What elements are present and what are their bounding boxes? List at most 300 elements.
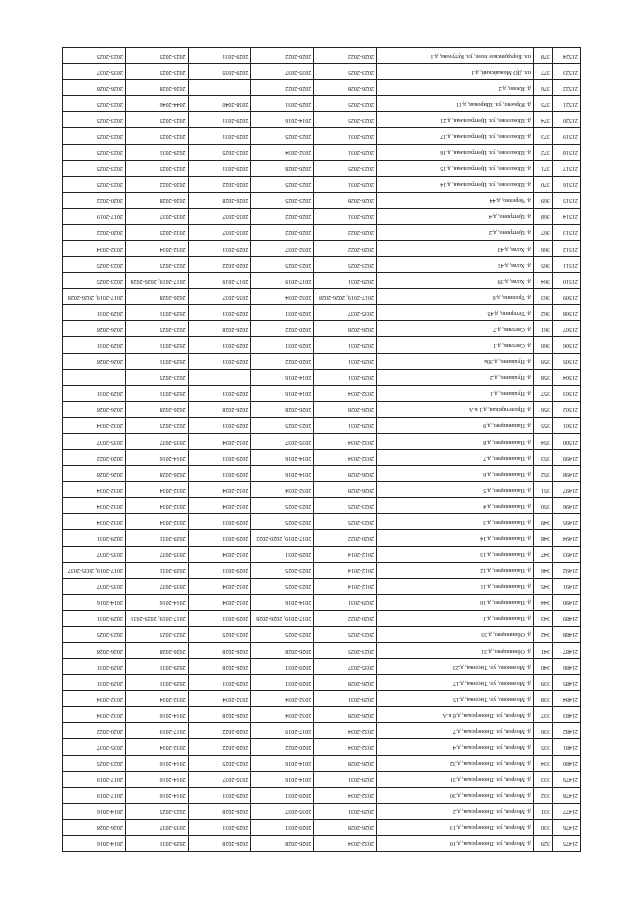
period-cell-3: 2026-2028 <box>188 642 251 658</box>
period-cell-4: 2026-2028 <box>125 289 188 305</box>
period-cell-2: 2032-2034 <box>251 289 314 305</box>
row-id-cell: 21492 <box>552 562 580 578</box>
period-cell-4: 2029-2031 <box>125 659 188 675</box>
table-row <box>63 546 581 562</box>
period-cell-1: 2032-2034 <box>314 835 377 851</box>
period-cell-1: 2023-2025 <box>314 642 377 658</box>
period-cell-5: 2029-2031 <box>63 530 126 546</box>
address-cell: д. Пушкино, д.1 <box>376 385 533 401</box>
period-cell-1: 2029-2031 <box>314 273 377 289</box>
period-cell-3: 2026-2028 <box>188 707 251 723</box>
table-row <box>63 610 581 626</box>
row-id-cell: 21519 <box>552 128 580 144</box>
address-cell: д. Мозиново, ул. Тисенка, д.23 <box>376 659 533 675</box>
period-cell-5: 2026-2028 <box>63 401 126 417</box>
row-id-cell: 21493 <box>552 546 580 562</box>
period-cell-5: 2023-2025 <box>63 257 126 273</box>
row-id-cell: 21517 <box>552 160 580 176</box>
address-cell: д. Обнинщево, д.33 <box>376 626 533 642</box>
row-id-cell: 21475 <box>552 835 580 851</box>
row-number-cell: 341 <box>533 642 552 658</box>
period-cell-2: 2017-2019, 2020-2022 <box>251 530 314 546</box>
row-id-cell: 21506 <box>552 337 580 353</box>
period-cell-4: 2023-2025 <box>125 803 188 819</box>
period-cell-1: 2029-2031 <box>314 144 377 160</box>
period-cell-1: 2023-2025 <box>314 160 377 176</box>
period-cell-1: 2020-2022 <box>314 48 377 64</box>
table-row <box>63 578 581 594</box>
table-row <box>63 80 581 96</box>
table-row <box>63 337 581 353</box>
table-row <box>63 755 581 771</box>
period-cell-5: 2014-2016 <box>63 594 126 610</box>
period-cell-2: 2029-2031 <box>251 659 314 675</box>
row-id-cell: 21476 <box>552 819 580 835</box>
period-cell-5: 2017-2019 <box>63 208 126 224</box>
period-cell-1: 2029-2031 <box>314 337 377 353</box>
row-number-cell: 335 <box>533 739 552 755</box>
period-cell-4: 2026-2028 <box>125 192 188 208</box>
period-cell-5: 2020-2022 <box>63 450 126 466</box>
row-number-cell: 360 <box>533 337 552 353</box>
row-id-cell: 21513 <box>552 224 580 240</box>
table-row <box>63 450 581 466</box>
period-cell-5: 2029-2031 <box>63 675 126 691</box>
period-cell-4: 2032-2034 <box>125 241 188 257</box>
period-cell-5: 2020-2022 <box>63 224 126 240</box>
period-cell-1: 2026-2028 <box>314 401 377 417</box>
address-cell: д. Светлик, д.7 <box>376 321 533 337</box>
period-cell-4: 2014-2016 <box>125 755 188 771</box>
address-cell: д. Пашинщево, д.1 <box>376 610 533 626</box>
row-id-cell: 21498 <box>552 466 580 482</box>
period-cell-1: 2017-2019, 2026-2028 <box>314 289 377 305</box>
table-row <box>63 594 581 610</box>
row-id-cell: 21516 <box>552 176 580 192</box>
row-id-cell: 21483 <box>552 707 580 723</box>
row-number-cell: 374 <box>533 112 552 128</box>
table-row <box>63 691 581 707</box>
period-cell-1: 2029-2031 <box>314 353 377 369</box>
address-cell: д. Холм, д.39 <box>376 273 533 289</box>
row-number-cell: 358 <box>533 369 552 385</box>
period-cell-1: 2026-2028 <box>314 466 377 482</box>
row-number-cell: 347 <box>533 546 552 562</box>
row-number-cell: 346 <box>533 562 552 578</box>
table-row <box>63 530 581 546</box>
period-cell-5: 2029-2031 <box>63 385 126 401</box>
row-number-cell: 348 <box>533 530 552 546</box>
table-row <box>63 64 581 80</box>
period-cell-5: 2023-2025 <box>63 755 126 771</box>
row-id-cell: 21500 <box>552 433 580 449</box>
period-cell-4: 2023-2025 <box>125 112 188 128</box>
row-id-cell: 21520 <box>552 112 580 128</box>
period-cell-3: 2035-2037 <box>188 224 251 240</box>
period-cell-4: 2014-2016 <box>125 707 188 723</box>
period-cell-2: 2014-2016 <box>251 755 314 771</box>
table-row <box>63 803 581 819</box>
period-cell-3: 2035-2037 <box>188 771 251 787</box>
period-cell-1: 2023-2025 <box>314 64 377 80</box>
period-cell-1: 2032-2034 <box>314 385 377 401</box>
table-row <box>63 176 581 192</box>
row-id-cell: 21480 <box>552 755 580 771</box>
address-cell: д. Черепно, д.44 <box>376 192 533 208</box>
period-cell-2: 2035-2037 <box>251 433 314 449</box>
address-cell: д. Мозров, ул. Пионерская, д.2 <box>376 803 533 819</box>
period-cell-4: 2029-2031 <box>125 305 188 321</box>
row-number-cell: 371 <box>533 160 552 176</box>
address-cell: д. Холм, д.41 <box>376 257 533 273</box>
period-cell-4: 2032-2034 <box>125 691 188 707</box>
row-id-cell: 21486 <box>552 659 580 675</box>
period-cell-5: 2032-2034 <box>63 514 126 530</box>
row-id-cell: 21497 <box>552 482 580 498</box>
period-cell-3: 2029-2031 <box>188 48 251 64</box>
address-cell: д. Мозров, ул. Пионерская, д.10 <box>376 835 533 851</box>
address-cell: д. Мозиново, ул. Тисенка, д.15 <box>376 691 533 707</box>
row-number-cell: 364 <box>533 273 552 289</box>
period-cell-4: 2014-2016 <box>125 450 188 466</box>
period-cell-5: 2014-2016 <box>63 835 126 851</box>
period-cell-4: 2017-2019, 2026-2028 <box>125 273 188 289</box>
period-cell-4: 2023-2025 <box>125 257 188 273</box>
row-number-cell: 375 <box>533 96 552 112</box>
period-cell-2: 2020-2022 <box>251 321 314 337</box>
period-cell-2: 2023-2025 <box>251 498 314 514</box>
period-cell-5: 2023-2025 <box>63 176 126 192</box>
period-cell-1: 2029-2031 <box>314 691 377 707</box>
period-cell-1: 2029-2031 <box>314 417 377 433</box>
period-cell-1: 2026-2028 <box>314 80 377 96</box>
period-cell-3: 2026-2028 <box>188 321 251 337</box>
address-cell: д. Шоколово, ул. Центральная, д.21 <box>376 112 533 128</box>
address-cell: пл. ДО Можайский, д.1 <box>376 64 533 80</box>
row-id-cell: 21496 <box>552 498 580 514</box>
table-row <box>63 208 581 224</box>
row-number-cell: 365 <box>533 257 552 273</box>
period-cell-2: 2032-2037 <box>251 241 314 257</box>
table-row <box>63 144 581 160</box>
row-number-cell: 331 <box>533 803 552 819</box>
table-row <box>63 835 581 851</box>
row-id-cell: 21515 <box>552 192 580 208</box>
period-cell-5: 2035-2037 <box>63 739 126 755</box>
row-number-cell: 330 <box>533 819 552 835</box>
period-cell-4: 2032-2034 <box>125 514 188 530</box>
row-id-cell: 21524 <box>552 48 580 64</box>
period-cell-2: 2017-2019, 2026-2028 <box>251 610 314 626</box>
period-cell-3: 2029-2031 <box>188 819 251 835</box>
period-cell-2: 2014-2016 <box>251 385 314 401</box>
period-cell-1: 2026-2028 <box>314 482 377 498</box>
row-id-cell: 21495 <box>552 514 580 530</box>
table-row <box>63 433 581 449</box>
table-row <box>63 514 581 530</box>
row-id-cell: 21511 <box>552 257 580 273</box>
row-id-cell: 21488 <box>552 626 580 642</box>
row-id-cell: 21494 <box>552 530 580 546</box>
table-row <box>63 401 581 417</box>
period-cell-4: 2029-2031 <box>125 835 188 851</box>
row-id-cell: 21521 <box>552 96 580 112</box>
period-cell-1: 2026-2028 <box>314 675 377 691</box>
period-cell-5: 2035-2037 <box>63 433 126 449</box>
row-id-cell: 21481 <box>552 739 580 755</box>
period-cell-4: 2017-2019 <box>125 723 188 739</box>
row-number-cell: 377 <box>533 64 552 80</box>
period-cell-5: 2035-2037 <box>63 64 126 80</box>
table-row <box>63 369 581 385</box>
period-cell-4: 2029-2031 <box>125 337 188 353</box>
period-cell-2: 2014-2016 <box>251 369 314 385</box>
period-cell-2: 2029-2031 <box>251 337 314 353</box>
row-number-cell: 332 <box>533 787 552 803</box>
period-cell-5: 2032-2034 <box>63 417 126 433</box>
row-id-cell: 21518 <box>552 144 580 160</box>
address-cell: д. Пашинщево, д.5 <box>376 482 533 498</box>
period-cell-4: 2023-2025 <box>125 160 188 176</box>
period-cell-5: 2026-2028 <box>63 80 126 96</box>
period-cell-1: 2023-2025 <box>314 498 377 514</box>
period-cell-1: 2035-2037 <box>314 305 377 321</box>
address-cell: д. Пашинщево, д.13 <box>376 546 533 562</box>
address-cell: д. Мозиново, ул. Тисенка, д.17 <box>376 675 533 691</box>
period-cell-3: 2023-2025 <box>188 755 251 771</box>
period-cell-3: 2032-2034 <box>188 482 251 498</box>
period-cell-1: 2026-2028 <box>314 755 377 771</box>
period-cell-5: 2029-2031 <box>63 610 126 626</box>
period-cell-2: 2020-2022 <box>251 353 314 369</box>
address-cell: д. Пашинщево, д.9 <box>376 417 533 433</box>
period-cell-3: 2029-2031 <box>188 514 251 530</box>
period-cell-2: 2029-2031 <box>251 96 314 112</box>
period-cell-4: 2029-2031 <box>125 353 188 369</box>
row-number-cell: 369 <box>533 192 552 208</box>
period-cell-3: 2029-2031 <box>188 675 251 691</box>
period-cell-2: 2023-2025 <box>251 626 314 642</box>
period-cell-3: 2032-2034 <box>188 578 251 594</box>
row-number-cell: 368 <box>533 208 552 224</box>
period-cell-2: 2035-2037 <box>251 803 314 819</box>
period-cell-2: 2032-2034 <box>251 482 314 498</box>
period-cell-4: 2035-2037 <box>125 546 188 562</box>
period-cell-3: 2020-2022 <box>188 723 251 739</box>
row-id-cell: 21514 <box>552 208 580 224</box>
period-cell-3: 2020-2022 <box>188 739 251 755</box>
period-cell-5: 2032-2034 <box>63 691 126 707</box>
table-row <box>63 112 581 128</box>
table-row <box>63 562 581 578</box>
row-number-cell: 344 <box>533 594 552 610</box>
row-number-cell: 372 <box>533 144 552 160</box>
period-cell-1: 2023-2025 <box>314 626 377 642</box>
period-cell-3: 2029-2031 <box>188 241 251 257</box>
period-cell-2: 2017-2019 <box>251 723 314 739</box>
row-id-cell: 21522 <box>552 80 580 96</box>
period-cell-5: 2017-2019, 2026-2028 <box>63 289 126 305</box>
table-row <box>63 160 581 176</box>
period-cell-3: 2029-2031 <box>188 787 251 803</box>
row-number-cell: 334 <box>533 755 552 771</box>
period-cell-5: 2029-2031 <box>63 659 126 675</box>
row-number-cell: 362 <box>533 305 552 321</box>
period-cell-5: 2017-2019 <box>63 787 126 803</box>
period-cell-4: 2023-2025 <box>125 321 188 337</box>
table-row <box>63 385 581 401</box>
period-cell-4: 2023-2025 <box>125 369 188 385</box>
row-id-cell: 21505 <box>552 353 580 369</box>
period-cell-5: 2017-2019, 2035-2037 <box>63 562 126 578</box>
table-row <box>63 289 581 305</box>
period-cell-3: 2032-2034 <box>188 691 251 707</box>
period-cell-2: 2023-2025 <box>251 128 314 144</box>
period-cell-3: 2029-2035 <box>188 64 251 80</box>
period-cell-3: 2032-2034 <box>188 594 251 610</box>
period-cell-4: 2023-2025 <box>125 128 188 144</box>
row-number-cell: 337 <box>533 707 552 723</box>
period-cell-1: 2032-2034 <box>314 723 377 739</box>
period-cell-5 <box>63 369 126 385</box>
address-cell: д. Шоколово, ул. Центральная, д.14 <box>376 176 533 192</box>
period-cell-1: 2020-2022 <box>314 610 377 626</box>
period-cell-3: 2032-2034 <box>188 498 251 514</box>
period-cell-3: 2035-2037 <box>188 289 251 305</box>
period-cell-5: 2029-2031 <box>63 337 126 353</box>
row-number-cell: 351 <box>533 482 552 498</box>
row-number-cell: 367 <box>533 224 552 240</box>
period-cell-4: 2014-2016 <box>125 787 188 803</box>
row-number-cell: 356 <box>533 401 552 417</box>
period-cell-4: 2026-2028 <box>125 642 188 658</box>
address-cell: д. Холм, д.43 <box>376 241 533 257</box>
period-cell-1: 2029-2031 <box>314 369 377 385</box>
period-cell-2: 2020-2022 <box>251 48 314 64</box>
period-cell-1: 2026-2028 <box>314 707 377 723</box>
period-cell-5: 2023-2025 <box>63 160 126 176</box>
table-row <box>63 128 581 144</box>
period-cell-5: 2029-2031 <box>63 305 126 321</box>
period-cell-5: 2023-2025 <box>63 273 126 289</box>
period-cell-3: 2026-2028 <box>188 659 251 675</box>
period-cell-1: 2032-2034 <box>314 787 377 803</box>
period-cell-2: 2026-2028 <box>251 642 314 658</box>
period-cell-2: 2020-2022 <box>251 208 314 224</box>
period-cell-1: 2029-2031 <box>314 803 377 819</box>
row-id-cell: 21503 <box>552 385 580 401</box>
period-cell-3: 2023-2025 <box>188 626 251 642</box>
row-id-cell: 21482 <box>552 723 580 739</box>
period-cell-3: 2029-2031 <box>188 385 251 401</box>
row-number-cell: 342 <box>533 626 552 642</box>
table-row <box>63 305 581 321</box>
address-cell: д. Мозров, ул. Пионерская, д.4 <box>376 739 533 755</box>
period-cell-4: 2035-2037 <box>125 433 188 449</box>
period-cell-2: 2032-2034 <box>251 707 314 723</box>
period-cell-3: 2029-2031 <box>188 450 251 466</box>
table-row <box>63 739 581 755</box>
period-cell-3: 2017-2019 <box>188 273 251 289</box>
address-cell: д. Пашинщево, д.11 <box>376 578 533 594</box>
period-cell-4: 2026-2028 <box>125 80 188 96</box>
period-cell-1: 2035-2037 <box>314 659 377 675</box>
period-cell-3: 2029-2031 <box>188 610 251 626</box>
period-cell-4: 2029-2031 <box>125 530 188 546</box>
document-page <box>62 47 581 852</box>
address-cell: д. Пашинщево, д.4 <box>376 498 533 514</box>
period-cell-4: 2029-2031 <box>125 675 188 691</box>
period-cell-2: 2029-2031 <box>251 787 314 803</box>
row-number-cell: 361 <box>533 321 552 337</box>
row-number-cell: 343 <box>533 610 552 626</box>
period-cell-1: 2012-2014 <box>314 578 377 594</box>
period-cell-2: 2020-2022 <box>251 739 314 755</box>
period-cell-5: 2023-2025 <box>63 626 126 642</box>
row-number-cell: 355 <box>533 417 552 433</box>
data-table <box>62 47 581 852</box>
table-row <box>63 498 581 514</box>
period-cell-4: 2023-2025 <box>125 626 188 642</box>
row-id-cell: 21501 <box>552 417 580 433</box>
period-cell-5: 2032-2034 <box>63 707 126 723</box>
table-row <box>63 642 581 658</box>
period-cell-2: 2014-2016 <box>251 771 314 787</box>
table-row <box>63 96 581 112</box>
row-id-cell: 21523 <box>552 64 580 80</box>
period-cell-5: 2032-2034 <box>63 241 126 257</box>
address-cell: д. Ялово, д.2 <box>376 80 533 96</box>
period-cell-4: 2032-2034 <box>125 739 188 755</box>
period-cell-4: 2035-2037 <box>125 578 188 594</box>
period-cell-3: 2026-2028 <box>188 192 251 208</box>
period-cell-5: 2026-2028 <box>63 321 126 337</box>
period-cell-5: 2032-2034 <box>63 482 126 498</box>
address-cell: д. Светлик, д.1 <box>376 337 533 353</box>
period-cell-2: 2020-2022 <box>251 80 314 96</box>
period-cell-3: 2029-2031 <box>188 530 251 546</box>
address-cell: д. Пашинщево, д.7 <box>376 450 533 466</box>
address-cell: д. Мозров, ул. Пионерская, д.31 <box>376 771 533 787</box>
period-cell-4: 2014-2016 <box>125 771 188 787</box>
period-cell-1: 2029-2031 <box>314 128 377 144</box>
period-cell-5: 2026-2028 <box>63 642 126 658</box>
row-id-cell: 21490 <box>552 594 580 610</box>
address-cell: д. Юрьево, ул. Широкая, д.11 <box>376 96 533 112</box>
row-number-cell: 370 <box>533 176 552 192</box>
table-row <box>63 819 581 835</box>
period-cell-2: 2035-2037 <box>251 64 314 80</box>
period-cell-5: 2035-2037 <box>63 546 126 562</box>
table-row <box>63 48 581 64</box>
period-cell-3: 2032-2034 <box>188 546 251 562</box>
period-cell-5: 2032-2034 <box>63 498 126 514</box>
period-cell-4: 2032-2034 <box>125 498 188 514</box>
period-cell-2: 2023-2025 <box>251 257 314 273</box>
period-cell-3 <box>188 80 251 96</box>
period-cell-2: 2029-2031 <box>251 675 314 691</box>
period-cell-3: 2029-2031 <box>188 417 251 433</box>
period-cell-2: 2026-2028 <box>251 835 314 851</box>
period-cell-5: 2026-2028 <box>63 353 126 369</box>
period-cell-5: 2017-2019 <box>63 771 126 787</box>
table-row <box>63 321 581 337</box>
row-number-cell: 366 <box>533 241 552 257</box>
address-cell: д. Пролетарская, д.1 к.А <box>376 401 533 417</box>
address-cell: д. Мозров, ул. Пионерская, д.30 <box>376 787 533 803</box>
period-cell-4: 2032-2025 <box>125 224 188 240</box>
row-number-cell: 373 <box>533 128 552 144</box>
